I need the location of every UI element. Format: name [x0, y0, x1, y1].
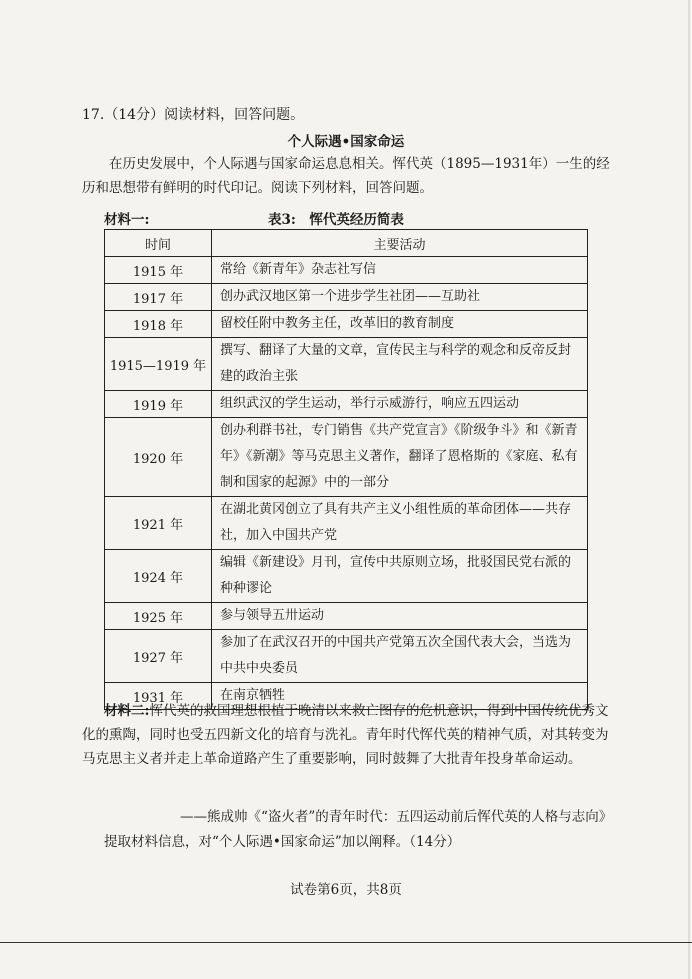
row-year: 1917 年: [105, 284, 212, 311]
row-activity: 撰写、翻译了大量的文章，宣传民主与科学的观念和反帝反封建的政治主张: [212, 338, 588, 391]
table-row: [105, 257, 588, 284]
row-activity: 创办利群书社，专门销售《共产党宣言》《阶级争斗》和《新青年》《新潮》等马克思主义著作，翻译了恩格斯的《家庭、私有制和国家的起源》中的一部分: [212, 418, 588, 497]
table-row: [105, 391, 588, 418]
intro-text: 在历史发展中，个人际遇与国家命运息息相关。恽代英（1895—1931年）一生的经历和思想带有鲜明的时代印记。阅读下列材料，回答问题。: [82, 156, 610, 196]
row-year: 1918 年: [105, 311, 212, 338]
row-year: 1925 年: [105, 603, 212, 630]
row-activity: 参与领导五卅运动: [212, 603, 588, 630]
table-row: [105, 418, 588, 497]
row-activity: 参加了在武汉召开的中国共产党第五次全国代表大会，当选为中共中央委员: [212, 630, 588, 683]
table-row: [105, 311, 588, 338]
question-header: 17.（14分）阅读材料，回答问题。: [82, 107, 305, 123]
table-header-row: [105, 230, 588, 257]
row-year: 1919 年: [105, 391, 212, 418]
table-row: [105, 338, 588, 391]
row-year: 1915 年: [105, 257, 212, 284]
header-activity: 主要活动: [212, 230, 588, 257]
row-year: 1931 年: [105, 683, 212, 710]
row-year: 1924 年: [105, 550, 212, 603]
header-time: 时间: [105, 230, 212, 257]
row-activity: 常给《新青年》杂志社写信: [212, 257, 588, 284]
table-row: [105, 284, 588, 311]
history-table: [104, 229, 588, 710]
table-row: [105, 550, 588, 603]
row-year: 1927 年: [105, 630, 212, 683]
row-activity: 在南京牺牲: [212, 683, 588, 710]
row-year: 1920 年: [105, 418, 212, 497]
intro-paragraph: [82, 152, 612, 200]
page-footer: 试卷第6页，共8页: [290, 882, 402, 898]
material2-source: ——熊成帅《“盗火者”的青年时代：五四运动前后恽代英的人格与志向》: [180, 809, 613, 825]
bottom-rule: [0, 942, 692, 943]
material2-label: 材料二:: [104, 703, 150, 719]
row-activity: 创办武汉地区第一个进步学生社团——互助社: [212, 284, 588, 311]
table-row: [105, 603, 588, 630]
table-row: [105, 497, 588, 550]
section-title: 个人际遇•国家命运: [287, 134, 405, 150]
material2-text: 恽代英的救国理想根植于晚清以来救亡图存的危机意识，得到中国传统优秀文化的熏陶，同时也受五四新文化的培育与洗礼。青年时代恽代英的精神气质，对其转变为马克思主义者并走上革命道路产生了重要影响，同时鼓舞了大批青年投身革命运动。: [82, 703, 609, 767]
row-year: 1921 年: [105, 497, 212, 550]
row-activity: 在湖北黄冈创立了具有共产主义小组性质的革命团体——共存社，加入中国共产党: [212, 497, 588, 550]
question-prompt: 提取材料信息，对“个人际遇•国家命运”加以阐释。（14分）: [104, 834, 461, 850]
table-caption: 表3: 恽代英经历简表: [268, 212, 404, 228]
table-row: [105, 630, 588, 683]
material1-label: 材料一:: [104, 212, 150, 228]
material2-paragraph: [82, 699, 612, 771]
row-activity: 组织武汉的学生运动，举行示威游行，响应五四运动: [212, 391, 588, 418]
row-year: 1915—1919 年: [105, 338, 212, 391]
row-activity: 留校任附中教务主任，改革旧的教育制度: [212, 311, 588, 338]
row-activity: 编辑《新建设》月刊，宣传中共原则立场，批驳国民党右派的种种谬论: [212, 550, 588, 603]
